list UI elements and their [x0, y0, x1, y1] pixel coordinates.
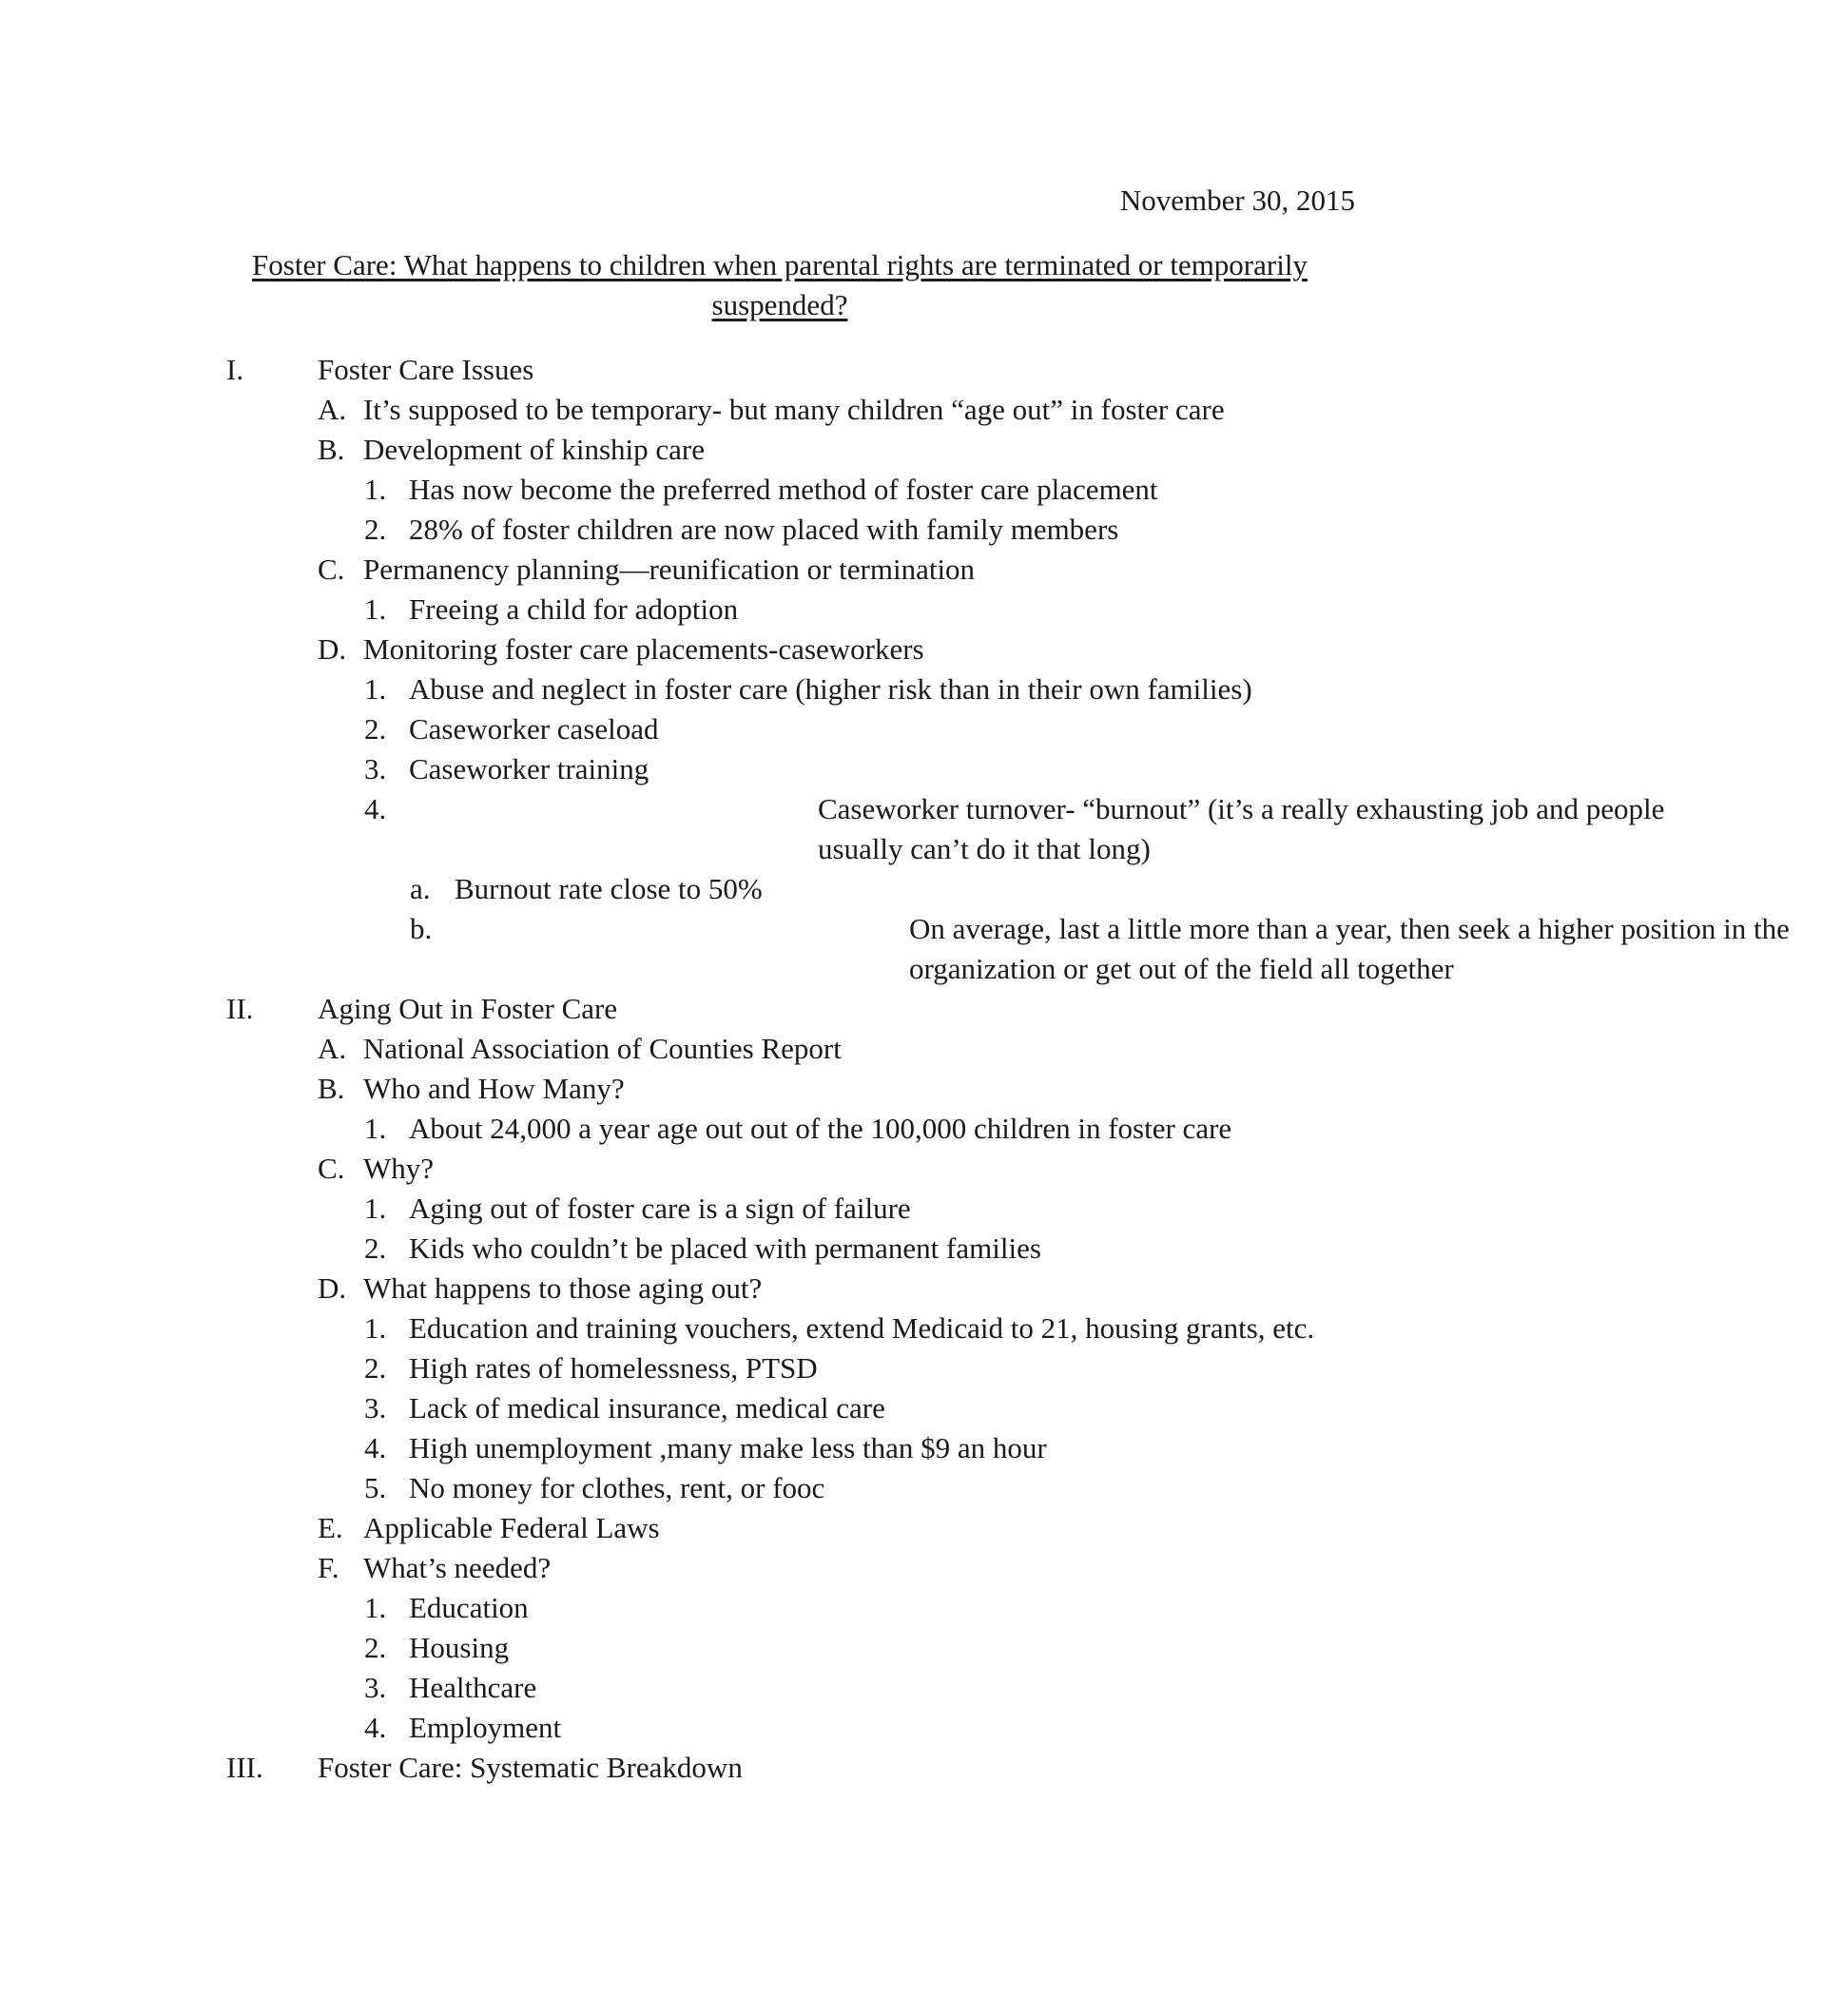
- outline-text: Education: [409, 1591, 529, 1624]
- outline-marker: A.: [318, 1032, 347, 1065]
- outline-text: High unemployment ,many make less than $9 an hour: [409, 1431, 1047, 1464]
- outline-text: Freeing a child for adoption: [409, 592, 739, 626]
- outline-marker: 2.: [364, 712, 387, 746]
- outline-text: Foster Care Issues: [318, 353, 534, 386]
- outline-marker: 2.: [364, 1631, 387, 1664]
- outline-item: [0, 1229, 1560, 1269]
- outline-item: [0, 1428, 1560, 1468]
- outline-item: [0, 669, 1560, 709]
- outline-text: Who and How Many?: [363, 1072, 625, 1105]
- outline: [0, 350, 1790, 1788]
- outline-marker: 2.: [364, 513, 387, 546]
- outline-text: Caseworker caseload: [409, 712, 659, 746]
- outline-marker: 2.: [364, 1351, 387, 1385]
- outline-marker: 4.: [364, 1711, 387, 1744]
- outline-marker: D.: [318, 632, 347, 666]
- outline-marker: 1.: [364, 1591, 387, 1624]
- outline-item: [0, 430, 1560, 470]
- outline-marker: 5.: [364, 1471, 387, 1504]
- outline-text: Foster Care: Systematic Breakdown: [318, 1751, 743, 1784]
- outline-marker: 1.: [364, 1192, 387, 1225]
- outline-text: Development of kinship care: [363, 433, 705, 466]
- outline-marker: II.: [226, 992, 254, 1025]
- outline-marker: 1.: [364, 672, 387, 706]
- outline-marker: b.: [410, 912, 433, 945]
- outline-text: Burnout rate close to 50%: [455, 872, 763, 905]
- outline-item: [0, 1588, 1560, 1628]
- outline-marker: I.: [226, 353, 244, 386]
- outline-item: [0, 1348, 1560, 1388]
- outline-marker: 1.: [364, 1112, 387, 1145]
- outline-item: [0, 1029, 1560, 1069]
- outline-marker: E.: [318, 1511, 343, 1544]
- outline-text: About 24,000 a year age out out of the 100,000 children in foster care: [409, 1112, 1232, 1145]
- outline-item: [0, 350, 1560, 390]
- outline-marker: 4.: [364, 792, 387, 825]
- outline-item: [0, 709, 1560, 749]
- outline-item: [0, 869, 1560, 909]
- outline-item: [0, 1668, 1560, 1708]
- outline-item: [0, 1069, 1560, 1109]
- outline-item: [0, 1628, 1560, 1668]
- outline-text: Education and training vouchers, extend Medicaid to 21, housing grants, etc.: [409, 1311, 1315, 1345]
- outline-text: High rates of homelessness, PTSD: [409, 1351, 818, 1385]
- outline-text: Aging out of foster care is a sign of failure: [409, 1192, 911, 1225]
- outline-item: [0, 749, 1560, 789]
- outline-marker: 1.: [364, 592, 387, 626]
- outline-text: What’s needed?: [363, 1551, 552, 1584]
- outline-marker: 3.: [364, 1391, 387, 1425]
- outline-item: [0, 470, 1560, 510]
- outline-item: [0, 1548, 1560, 1588]
- outline-item: [0, 630, 1560, 669]
- outline-item: [0, 510, 1560, 550]
- outline-text: 28% of foster children are now placed with family members: [409, 513, 1119, 546]
- outline-item: [0, 1109, 1560, 1149]
- outline-item: [0, 1748, 1560, 1788]
- outline-text: On average, last a little more than a year, then seek a higher position in the organization or get out of the field all together: [909, 912, 1790, 985]
- outline-text: What happens to those aging out?: [363, 1271, 763, 1305]
- outline-text: Healthcare: [409, 1671, 537, 1704]
- document-date: November 30, 2015: [1119, 184, 1355, 217]
- outline-marker: C.: [318, 552, 345, 586]
- outline-item: [0, 989, 1560, 1029]
- outline-item: [0, 1269, 1560, 1308]
- outline-marker: 3.: [364, 1671, 387, 1704]
- outline-text: Caseworker training: [409, 752, 649, 785]
- outline-text: Kids who couldn’t be placed with permanent families: [409, 1231, 1041, 1265]
- outline-item: [0, 909, 1790, 989]
- outline-marker: B.: [318, 433, 345, 466]
- outline-item: [0, 789, 1665, 869]
- outline-marker: 2.: [364, 1231, 387, 1265]
- outline-text: Applicable Federal Laws: [363, 1511, 660, 1544]
- outline-text: Aging Out in Foster Care: [318, 992, 618, 1025]
- outline-marker: A.: [318, 393, 347, 426]
- outline-text: National Association of Counties Report: [363, 1032, 842, 1065]
- outline-text: Abuse and neglect in foster care (higher risk than in their own families): [409, 672, 1252, 706]
- outline-item: [0, 590, 1560, 630]
- outline-item: [0, 1388, 1560, 1428]
- outline-item: [0, 550, 1560, 590]
- outline-text: Caseworker turnover- “burnout” (it’s a really exhausting job and people usually can’t do it that long): [818, 792, 1665, 865]
- outline-item: [0, 1149, 1560, 1189]
- outline-item: [0, 1708, 1560, 1748]
- outline-item: [0, 1308, 1560, 1348]
- outline-marker: B.: [318, 1072, 345, 1105]
- outline-text: It’s supposed to be temporary- but many children “age out” in foster care: [363, 393, 1225, 426]
- document-title: Foster Care: What happens to children when parental rights are terminated or temporarily suspended?: [252, 248, 1308, 321]
- outline-text: Housing: [409, 1631, 510, 1664]
- outline-marker: C.: [318, 1152, 345, 1185]
- outline-text: No money for clothes, rent, or fooc: [409, 1471, 825, 1504]
- outline-marker: 1.: [364, 473, 387, 506]
- outline-text: Monitoring foster care placements-caseworkers: [363, 632, 924, 666]
- outline-text: Employment: [409, 1711, 562, 1744]
- outline-marker: 1.: [364, 1311, 387, 1345]
- outline-item: [0, 390, 1560, 430]
- outline-text: Lack of medical insurance, medical care: [409, 1391, 885, 1425]
- outline-item: [0, 1468, 1560, 1508]
- outline-marker: a.: [410, 872, 431, 905]
- outline-item: [0, 1189, 1560, 1229]
- outline-text: Why?: [363, 1152, 435, 1185]
- outline-marker: D.: [318, 1271, 347, 1305]
- outline-marker: F.: [318, 1551, 339, 1584]
- outline-marker: 3.: [364, 752, 387, 785]
- outline-marker: III.: [226, 1751, 263, 1784]
- outline-text: Has now become the preferred method of foster care placement: [409, 473, 1158, 506]
- outline-item: [0, 1508, 1560, 1548]
- outline-marker: 4.: [364, 1431, 387, 1464]
- outline-text: Permanency planning—reunification or termination: [363, 552, 976, 586]
